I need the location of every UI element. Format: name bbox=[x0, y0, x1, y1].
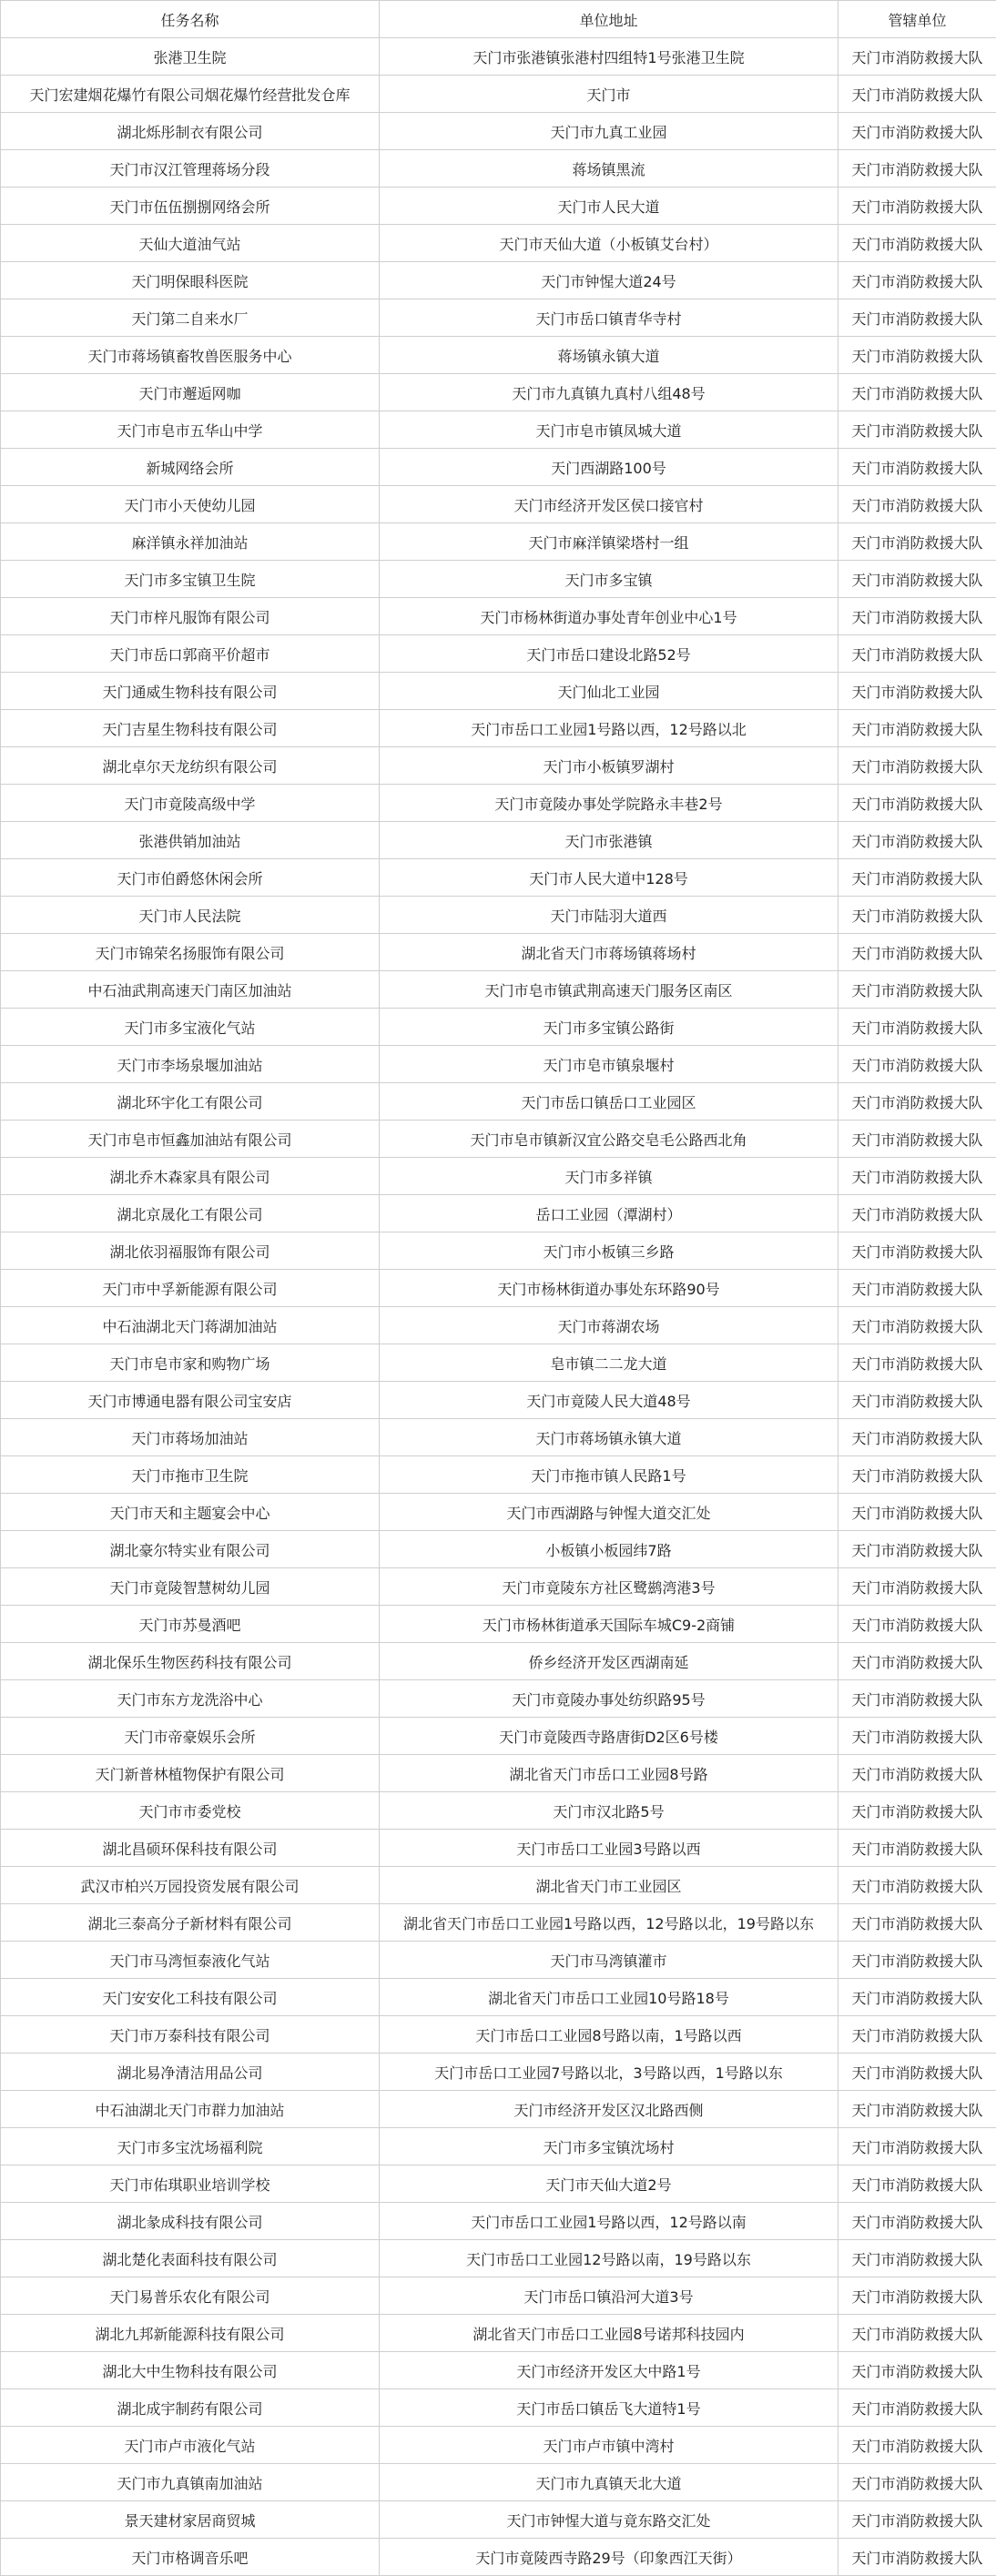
address-cell: 天门市岳口工业园3号路以西 bbox=[380, 1830, 838, 1867]
jurisdiction-cell: 天门市消防救援大队 bbox=[838, 150, 996, 188]
table-row bbox=[1, 635, 996, 673]
task-name-cell: 天仙大道油气站 bbox=[1, 225, 380, 262]
task-name-cell: 湖北豪尔特实业有限公司 bbox=[1, 1531, 380, 1568]
address-cell: 天门市张港镇 bbox=[380, 822, 838, 859]
jurisdiction-cell: 天门市消防救援大队 bbox=[838, 1083, 996, 1121]
table-row bbox=[1, 1456, 996, 1494]
address-cell: 天门市 bbox=[380, 76, 838, 113]
jurisdiction-cell: 天门市消防救援大队 bbox=[838, 113, 996, 150]
address-cell: 天门市经济开发区大中路1号 bbox=[380, 2352, 838, 2389]
address-cell: 天门仙北工业园 bbox=[380, 673, 838, 710]
address-cell: 湖北省天门市岳口工业园8号诺邦科技园内 bbox=[380, 2315, 838, 2352]
jurisdiction-cell: 天门市消防救援大队 bbox=[838, 2389, 996, 2427]
task-name-cell: 天门市卢市液化气站 bbox=[1, 2427, 380, 2464]
table-row bbox=[1, 1643, 996, 1680]
address-cell: 天门市杨林街道办事处青年创业中心1号 bbox=[380, 598, 838, 635]
address-cell: 天门市蒋湖农场 bbox=[380, 1307, 838, 1344]
table-row bbox=[1, 1083, 996, 1121]
jurisdiction-cell: 天门市消防救援大队 bbox=[838, 1307, 996, 1344]
address-cell: 蒋场镇黑流 bbox=[380, 150, 838, 188]
address-cell: 天门市九真镇九真村八组48号 bbox=[380, 374, 838, 411]
table-body bbox=[1, 38, 996, 2576]
task-name-cell: 天门新普林植物保护有限公司 bbox=[1, 1755, 380, 1792]
address-cell: 天门市九真镇天北大道 bbox=[380, 2464, 838, 2501]
jurisdiction-cell: 天门市消防救援大队 bbox=[838, 2203, 996, 2240]
task-name-cell: 湖北楚化表面科技有限公司 bbox=[1, 2240, 380, 2277]
jurisdiction-cell: 天门市消防救援大队 bbox=[838, 673, 996, 710]
address-cell: 侨乡经济开发区西湖南延 bbox=[380, 1643, 838, 1680]
table-row bbox=[1, 2240, 996, 2277]
address-cell: 天门市岳口工业园12号路以南，19号路以东 bbox=[380, 2240, 838, 2277]
task-name-cell: 湖北环宇化工有限公司 bbox=[1, 1083, 380, 1121]
task-name-cell: 湖北成宇制药有限公司 bbox=[1, 2389, 380, 2427]
jurisdiction-cell: 天门市消防救援大队 bbox=[838, 1830, 996, 1867]
address-cell: 天门市竟陵人民大道48号 bbox=[380, 1382, 838, 1419]
table-row bbox=[1, 1867, 996, 1904]
task-name-cell: 湖北依羽福服饰有限公司 bbox=[1, 1232, 380, 1270]
table-row bbox=[1, 1942, 996, 1979]
table-row bbox=[1, 1531, 996, 1568]
jurisdiction-cell: 天门市消防救援大队 bbox=[838, 1568, 996, 1606]
table-row bbox=[1, 150, 996, 188]
task-name-cell: 湖北京晟化工有限公司 bbox=[1, 1195, 380, 1232]
jurisdiction-cell: 天门市消防救援大队 bbox=[838, 747, 996, 785]
address-cell: 天门市岳口镇岳口工业园区 bbox=[380, 1083, 838, 1121]
table-row bbox=[1, 299, 996, 337]
task-name-cell: 天门市格调音乐吧 bbox=[1, 2539, 380, 2576]
task-name-cell: 天门市万泰科技有限公司 bbox=[1, 2016, 380, 2054]
task-name-cell: 湖北保乐生物医药科技有限公司 bbox=[1, 1643, 380, 1680]
address-cell: 天门市皂市镇凤城大道 bbox=[380, 411, 838, 449]
jurisdiction-cell: 天门市消防救援大队 bbox=[838, 2165, 996, 2203]
table-row bbox=[1, 1979, 996, 2016]
address-cell: 天门市小板镇罗湖村 bbox=[380, 747, 838, 785]
table-row bbox=[1, 897, 996, 934]
jurisdiction-cell: 天门市消防救援大队 bbox=[838, 2240, 996, 2277]
jurisdiction-cell: 天门市消防救援大队 bbox=[838, 299, 996, 337]
jurisdiction-cell: 天门市消防救援大队 bbox=[838, 225, 996, 262]
task-name-cell: 天门安安化工科技有限公司 bbox=[1, 1979, 380, 2016]
table-row bbox=[1, 561, 996, 598]
jurisdiction-cell: 天门市消防救援大队 bbox=[838, 523, 996, 561]
task-name-cell: 湖北昌硕环保科技有限公司 bbox=[1, 1830, 380, 1867]
table-row bbox=[1, 76, 996, 113]
task-name-cell: 湖北三泰高分子新材料有限公司 bbox=[1, 1904, 380, 1942]
jurisdiction-cell: 天门市消防救援大队 bbox=[838, 1643, 996, 1680]
table-row bbox=[1, 1680, 996, 1718]
jurisdiction-cell: 天门市消防救援大队 bbox=[838, 1232, 996, 1270]
jurisdiction-cell: 天门市消防救援大队 bbox=[838, 822, 996, 859]
jurisdiction-cell: 天门市消防救援大队 bbox=[838, 1419, 996, 1456]
jurisdiction-cell: 天门市消防救援大队 bbox=[838, 2091, 996, 2128]
task-name-cell: 张港卫生院 bbox=[1, 38, 380, 76]
table-row bbox=[1, 1494, 996, 1531]
jurisdiction-cell: 天门市消防救援大队 bbox=[838, 971, 996, 1009]
table-row bbox=[1, 1158, 996, 1195]
task-name-cell: 天门市伍伍捌捌网络会所 bbox=[1, 188, 380, 225]
task-name-cell: 天门市苏曼酒吧 bbox=[1, 1606, 380, 1643]
column-header-jurisdiction: 管辖单位 bbox=[838, 1, 996, 38]
address-cell: 天门市多宝镇公路街 bbox=[380, 1009, 838, 1046]
address-cell: 天门市天仙大道（小板镇艾台村） bbox=[380, 225, 838, 262]
jurisdiction-cell: 天门市消防救援大队 bbox=[838, 262, 996, 299]
task-name-cell: 天门市博通电器有限公司宝安店 bbox=[1, 1382, 380, 1419]
table-row bbox=[1, 262, 996, 299]
table-row bbox=[1, 1009, 996, 1046]
task-name-cell: 天门市天和主题宴会中心 bbox=[1, 1494, 380, 1531]
table-row bbox=[1, 673, 996, 710]
address-cell: 皂市镇二二龙大道 bbox=[380, 1344, 838, 1382]
task-name-cell: 天门市汉江管理蒋场分段 bbox=[1, 150, 380, 188]
table-row bbox=[1, 1419, 996, 1456]
table-row bbox=[1, 337, 996, 374]
table-row bbox=[1, 411, 996, 449]
table-row bbox=[1, 747, 996, 785]
address-cell: 天门市岳口镇岳飞大道特1号 bbox=[380, 2389, 838, 2427]
task-name-cell: 湖北彖成科技有限公司 bbox=[1, 2203, 380, 2240]
table-row bbox=[1, 1606, 996, 1643]
task-name-cell: 武汉市柏兴万园投资发展有限公司 bbox=[1, 1867, 380, 1904]
table-row bbox=[1, 1307, 996, 1344]
table-row bbox=[1, 2128, 996, 2165]
table-row bbox=[1, 1568, 996, 1606]
jurisdiction-cell: 天门市消防救援大队 bbox=[838, 1942, 996, 1979]
task-name-cell: 天门市马湾恒泰液化气站 bbox=[1, 1942, 380, 1979]
table-row bbox=[1, 971, 996, 1009]
address-cell: 天门市人民大道中128号 bbox=[380, 859, 838, 897]
jurisdiction-cell: 天门市消防救援大队 bbox=[838, 1344, 996, 1382]
task-name-cell: 天门市梓凡服饰有限公司 bbox=[1, 598, 380, 635]
jurisdiction-cell: 天门市消防救援大队 bbox=[838, 1121, 996, 1158]
address-cell: 湖北省天门市岳口工业园8号路 bbox=[380, 1755, 838, 1792]
task-name-cell: 天门市岳口郭商平价超市 bbox=[1, 635, 380, 673]
address-cell: 天门市拖市镇人民路1号 bbox=[380, 1456, 838, 1494]
task-name-cell: 湖北九邦新能源科技有限公司 bbox=[1, 2315, 380, 2352]
address-cell: 天门市皂市镇武荆高速天门服务区南区 bbox=[380, 971, 838, 1009]
jurisdiction-cell: 天门市消防救援大队 bbox=[838, 635, 996, 673]
address-cell: 岳口工业园（潭湖村） bbox=[380, 1195, 838, 1232]
table-row bbox=[1, 1755, 996, 1792]
jurisdiction-cell: 天门市消防救援大队 bbox=[838, 374, 996, 411]
task-name-cell: 天门第二自来水厂 bbox=[1, 299, 380, 337]
table-row bbox=[1, 225, 996, 262]
address-cell: 天门市竟陵西寺路唐街D2区6号楼 bbox=[380, 1718, 838, 1755]
address-cell: 天门市竟陵东方社区鹭鹚湾港3号 bbox=[380, 1568, 838, 1606]
address-cell: 天门市岳口工业园7号路以北，3号路以西，1号路以东 bbox=[380, 2054, 838, 2091]
address-cell: 湖北省天门市蒋场镇蒋场村 bbox=[380, 934, 838, 971]
table-row bbox=[1, 2464, 996, 2501]
address-cell: 天门市马湾镇灌市 bbox=[380, 1942, 838, 1979]
task-name-cell: 天门市帝豪娱乐会所 bbox=[1, 1718, 380, 1755]
table-row bbox=[1, 2091, 996, 2128]
address-cell: 小板镇小板园纬7路 bbox=[380, 1531, 838, 1568]
address-cell: 天门市杨林街道承天国际车城C9-2商铺 bbox=[380, 1606, 838, 1643]
task-name-cell: 新城网络会所 bbox=[1, 449, 380, 486]
table-row bbox=[1, 523, 996, 561]
jurisdiction-cell: 天门市消防救援大队 bbox=[838, 561, 996, 598]
task-name-cell: 麻洋镇永祥加油站 bbox=[1, 523, 380, 561]
table-row bbox=[1, 374, 996, 411]
task-name-cell: 中石油湖北天门市群力加油站 bbox=[1, 2091, 380, 2128]
table-row bbox=[1, 598, 996, 635]
jurisdiction-cell: 天门市消防救援大队 bbox=[838, 934, 996, 971]
task-name-cell: 中石油湖北天门蒋湖加油站 bbox=[1, 1307, 380, 1344]
jurisdiction-cell: 天门市消防救援大队 bbox=[838, 1979, 996, 2016]
table-row bbox=[1, 710, 996, 747]
address-cell: 天门市人民大道 bbox=[380, 188, 838, 225]
address-cell: 湖北省天门市岳口工业园10号路18号 bbox=[380, 1979, 838, 2016]
task-name-cell: 天门宏建烟花爆竹有限公司烟花爆竹经营批发仓库 bbox=[1, 76, 380, 113]
table-row bbox=[1, 2539, 996, 2576]
address-cell: 天门市多祥镇 bbox=[380, 1158, 838, 1195]
address-cell: 天门市天仙大道2号 bbox=[380, 2165, 838, 2203]
address-cell: 天门西湖路100号 bbox=[380, 449, 838, 486]
task-name-cell: 湖北烁彤制衣有限公司 bbox=[1, 113, 380, 150]
task-name-cell: 天门市多宝沈场福利院 bbox=[1, 2128, 380, 2165]
table-row bbox=[1, 2427, 996, 2464]
table-row bbox=[1, 449, 996, 486]
address-cell: 天门市钟惺大道与竟东路交汇处 bbox=[380, 2501, 838, 2539]
jurisdiction-cell: 天门市消防救援大队 bbox=[838, 1718, 996, 1755]
task-name-cell: 天门吉星生物科技有限公司 bbox=[1, 710, 380, 747]
address-cell: 天门市岳口工业园8号路以南，1号路以西 bbox=[380, 2016, 838, 2054]
address-cell: 天门市麻洋镇梁塔村一组 bbox=[380, 523, 838, 561]
address-cell: 天门市岳口工业园1号路以西，12号路以南 bbox=[380, 2203, 838, 2240]
jurisdiction-cell: 天门市消防救援大队 bbox=[838, 1531, 996, 1568]
task-name-cell: 天门市市委党校 bbox=[1, 1792, 380, 1830]
jurisdiction-cell: 天门市消防救援大队 bbox=[838, 598, 996, 635]
table-row bbox=[1, 1046, 996, 1083]
task-name-cell: 天门市皂市家和购物广场 bbox=[1, 1344, 380, 1382]
task-name-cell: 天门市皂市恒鑫加油站有限公司 bbox=[1, 1121, 380, 1158]
jurisdiction-cell: 天门市消防救援大队 bbox=[838, 449, 996, 486]
table-row bbox=[1, 1792, 996, 1830]
address-cell: 天门市岳口镇沿河大道3号 bbox=[380, 2277, 838, 2315]
jurisdiction-cell: 天门市消防救援大队 bbox=[838, 1680, 996, 1718]
task-name-cell: 湖北大中生物科技有限公司 bbox=[1, 2352, 380, 2389]
task-name-cell: 天门市邂逅网咖 bbox=[1, 374, 380, 411]
task-name-cell: 天门市皂市五华山中学 bbox=[1, 411, 380, 449]
jurisdiction-cell: 天门市消防救援大队 bbox=[838, 2464, 996, 2501]
task-name-cell: 天门市拖市卫生院 bbox=[1, 1456, 380, 1494]
jurisdiction-cell: 天门市消防救援大队 bbox=[838, 1456, 996, 1494]
table-row bbox=[1, 2501, 996, 2539]
address-cell: 天门市杨林街道办事处东环路90号 bbox=[380, 1270, 838, 1307]
table-row bbox=[1, 188, 996, 225]
address-cell: 天门市经济开发区汉北路西侧 bbox=[380, 2091, 838, 2128]
task-name-cell: 天门市佑琪职业培训学校 bbox=[1, 2165, 380, 2203]
table-row bbox=[1, 2054, 996, 2091]
jurisdiction-cell: 天门市消防救援大队 bbox=[838, 2539, 996, 2576]
address-cell: 天门市皂市镇泉堰村 bbox=[380, 1046, 838, 1083]
task-name-cell: 天门市九真镇南加油站 bbox=[1, 2464, 380, 2501]
task-name-cell: 天门市锦荣名扬服饰有限公司 bbox=[1, 934, 380, 971]
address-cell: 天门市西湖路与钟惺大道交汇处 bbox=[380, 1494, 838, 1531]
task-name-cell: 景天建材家居商贸城 bbox=[1, 2501, 380, 2539]
task-name-cell: 天门市小天使幼儿园 bbox=[1, 486, 380, 523]
jurisdiction-cell: 天门市消防救援大队 bbox=[838, 1382, 996, 1419]
address-cell: 天门市陆羽大道西 bbox=[380, 897, 838, 934]
table-row bbox=[1, 38, 996, 76]
table-row bbox=[1, 1195, 996, 1232]
table-row bbox=[1, 2352, 996, 2389]
jurisdiction-cell: 天门市消防救援大队 bbox=[838, 1904, 996, 1942]
jurisdiction-cell: 天门市消防救援大队 bbox=[838, 785, 996, 822]
table-row bbox=[1, 1344, 996, 1382]
jurisdiction-cell: 天门市消防救援大队 bbox=[838, 897, 996, 934]
jurisdiction-cell: 天门市消防救援大队 bbox=[838, 1755, 996, 1792]
table-row bbox=[1, 2389, 996, 2427]
table-row bbox=[1, 822, 996, 859]
jurisdiction-cell: 天门市消防救援大队 bbox=[838, 2315, 996, 2352]
task-name-cell: 天门市多宝液化气站 bbox=[1, 1009, 380, 1046]
table-row bbox=[1, 1830, 996, 1867]
task-name-cell: 天门市蒋场加油站 bbox=[1, 1419, 380, 1456]
table-row bbox=[1, 1382, 996, 1419]
column-header-task-name: 任务名称 bbox=[1, 1, 380, 38]
task-name-cell: 湖北卓尔天龙纺织有限公司 bbox=[1, 747, 380, 785]
address-cell: 天门市岳口镇青华寺村 bbox=[380, 299, 838, 337]
jurisdiction-cell: 天门市消防救援大队 bbox=[838, 2054, 996, 2091]
task-name-cell: 天门市李场泉堰加油站 bbox=[1, 1046, 380, 1083]
task-name-cell: 湖北乔木森家具有限公司 bbox=[1, 1158, 380, 1195]
address-cell: 天门市卢市镇中湾村 bbox=[380, 2427, 838, 2464]
address-cell: 天门市汉北路5号 bbox=[380, 1792, 838, 1830]
task-name-cell: 中石油武荆高速天门南区加油站 bbox=[1, 971, 380, 1009]
table-row bbox=[1, 1232, 996, 1270]
address-cell: 天门市钟惺大道24号 bbox=[380, 262, 838, 299]
jurisdiction-cell: 天门市消防救援大队 bbox=[838, 1158, 996, 1195]
address-cell: 天门市蒋场镇永镇大道 bbox=[380, 1419, 838, 1456]
jurisdiction-cell: 天门市消防救援大队 bbox=[838, 1606, 996, 1643]
task-name-cell: 湖北易净清洁用品公司 bbox=[1, 2054, 380, 2091]
address-cell: 天门市张港镇张港村四组特1号张港卫生院 bbox=[380, 38, 838, 76]
table-row bbox=[1, 2165, 996, 2203]
address-cell: 天门市九真工业园 bbox=[380, 113, 838, 150]
table-row bbox=[1, 486, 996, 523]
jurisdiction-cell: 天门市消防救援大队 bbox=[838, 2501, 996, 2539]
jurisdiction-cell: 天门市消防救援大队 bbox=[838, 2427, 996, 2464]
address-cell: 天门市竟陵办事处纺织路95号 bbox=[380, 1680, 838, 1718]
column-header-address: 单位地址 bbox=[380, 1, 838, 38]
table-row bbox=[1, 859, 996, 897]
table-row bbox=[1, 2203, 996, 2240]
address-cell: 天门市竟陵西寺路29号（印象西江天街） bbox=[380, 2539, 838, 2576]
jurisdiction-cell: 天门市消防救援大队 bbox=[838, 337, 996, 374]
address-cell: 湖北省天门市岳口工业园1号路以西，12号路以北，19号路以东 bbox=[380, 1904, 838, 1942]
table-row bbox=[1, 785, 996, 822]
jurisdiction-cell: 天门市消防救援大队 bbox=[838, 1009, 996, 1046]
jurisdiction-cell: 天门市消防救援大队 bbox=[838, 1867, 996, 1904]
address-cell: 蒋场镇永镇大道 bbox=[380, 337, 838, 374]
jurisdiction-cell: 天门市消防救援大队 bbox=[838, 2016, 996, 2054]
task-name-cell: 天门明保眼科医院 bbox=[1, 262, 380, 299]
table-row bbox=[1, 1121, 996, 1158]
address-cell: 天门市多宝镇 bbox=[380, 561, 838, 598]
jurisdiction-cell: 天门市消防救援大队 bbox=[838, 1046, 996, 1083]
jurisdiction-cell: 天门市消防救援大队 bbox=[838, 1494, 996, 1531]
address-cell: 天门市竟陵办事处学院路永丰巷2号 bbox=[380, 785, 838, 822]
task-name-cell: 天门通威生物科技有限公司 bbox=[1, 673, 380, 710]
task-name-cell: 张港供销加油站 bbox=[1, 822, 380, 859]
table-row bbox=[1, 1904, 996, 1942]
address-cell: 湖北省天门市工业园区 bbox=[380, 1867, 838, 1904]
table-row bbox=[1, 2315, 996, 2352]
jurisdiction-cell: 天门市消防救援大队 bbox=[838, 859, 996, 897]
jurisdiction-cell: 天门市消防救援大队 bbox=[838, 710, 996, 747]
address-cell: 天门市小板镇三乡路 bbox=[380, 1232, 838, 1270]
task-name-cell: 天门市中孚新能源有限公司 bbox=[1, 1270, 380, 1307]
task-name-cell: 天门市蒋场镇畜牧兽医服务中心 bbox=[1, 337, 380, 374]
task-name-cell: 天门市东方龙洗浴中心 bbox=[1, 1680, 380, 1718]
table-header-row bbox=[1, 1, 996, 38]
jurisdiction-cell: 天门市消防救援大队 bbox=[838, 188, 996, 225]
table-row bbox=[1, 934, 996, 971]
jurisdiction-cell: 天门市消防救援大队 bbox=[838, 2128, 996, 2165]
jurisdiction-cell: 天门市消防救援大队 bbox=[838, 1195, 996, 1232]
table-row bbox=[1, 113, 996, 150]
jurisdiction-cell: 天门市消防救援大队 bbox=[838, 76, 996, 113]
task-name-cell: 天门市竟陵高级中学 bbox=[1, 785, 380, 822]
task-name-cell: 天门市多宝镇卫生院 bbox=[1, 561, 380, 598]
address-cell: 天门市皂市镇新汉宜公路交皂毛公路西北角 bbox=[380, 1121, 838, 1158]
table-row bbox=[1, 2016, 996, 2054]
jurisdiction-cell: 天门市消防救援大队 bbox=[838, 2277, 996, 2315]
address-cell: 天门市多宝镇沈场村 bbox=[380, 2128, 838, 2165]
table-row bbox=[1, 2277, 996, 2315]
address-cell: 天门市岳口建设北路52号 bbox=[380, 635, 838, 673]
jurisdiction-cell: 天门市消防救援大队 bbox=[838, 411, 996, 449]
jurisdiction-cell: 天门市消防救援大队 bbox=[838, 1792, 996, 1830]
table-row bbox=[1, 1718, 996, 1755]
table-row bbox=[1, 1270, 996, 1307]
task-name-cell: 天门市竟陵智慧树幼儿园 bbox=[1, 1568, 380, 1606]
jurisdiction-cell: 天门市消防救援大队 bbox=[838, 486, 996, 523]
address-cell: 天门市岳口工业园1号路以西，12号路以北 bbox=[380, 710, 838, 747]
task-name-cell: 天门市人民法院 bbox=[1, 897, 380, 934]
task-name-cell: 天门易普乐农化有限公司 bbox=[1, 2277, 380, 2315]
jurisdiction-cell: 天门市消防救援大队 bbox=[838, 1270, 996, 1307]
jurisdiction-cell: 天门市消防救援大队 bbox=[838, 38, 996, 76]
jurisdiction-cell: 天门市消防救援大队 bbox=[838, 2352, 996, 2389]
address-cell: 天门市经济开发区侯口接官村 bbox=[380, 486, 838, 523]
task-name-cell: 天门市伯爵悠休闲会所 bbox=[1, 859, 380, 897]
